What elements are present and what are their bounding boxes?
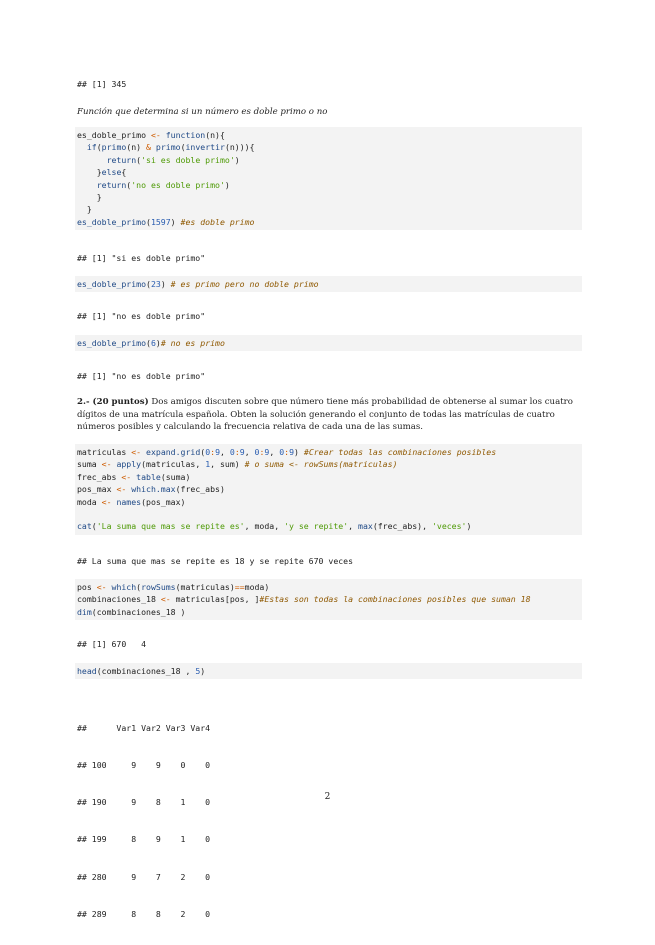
code-token: rowSums [141,582,176,592]
output-line: ## [1] 670 4 [77,639,147,649]
code-token: (suma) [160,471,191,482]
code-token: 'La suma que mas se repite es' [96,521,245,532]
code-token: 9 [239,447,245,457]
code-token: names [116,496,142,507]
code-block-doble-primo [75,127,582,230]
code-token: es_doble_primo [77,338,147,348]
code-token: es_doble_primo [77,216,147,227]
code-token: 0 [254,447,260,457]
code-token: 9 [215,447,221,457]
output-line: ## [1] "no es doble primo" [77,311,206,321]
code-line [77,520,582,532]
table-row: ## Var1 Var2 Var3 Var4 [77,722,211,733]
code-token: pos_max [77,484,117,495]
output-line: ## [1] 345 [77,79,127,89]
table-row: ## 280 9 7 2 0 [77,871,211,882]
code-token: 0 [205,447,211,457]
code-line [77,581,582,593]
code-token [77,180,97,190]
code-token: (n){ [205,130,225,140]
code-token: primo [155,142,181,153]
code-token: cat [77,521,92,532]
code-token: es_doble_primo [77,279,147,289]
code-token: ) [160,279,171,289]
code-token: , [220,447,230,457]
code-token: ( [136,154,142,165]
code-line [77,593,582,605]
code-line [77,496,582,508]
code-token: ( [146,216,151,227]
code-token: <- [160,594,171,605]
code-token: ) [170,216,181,227]
code-token: : [259,447,265,457]
code-token: (n) [126,142,147,153]
code-token: 6 [150,338,156,348]
code-token: } [77,191,102,202]
page-number: 2 [324,792,331,802]
code-token: moda [77,496,102,507]
code-line [77,154,582,166]
code-token: #Crear todas las combinaciones posibles [303,447,497,457]
code-line [77,665,582,677]
code-token: ( [136,582,142,592]
code-token: head [77,666,97,676]
code-token: 5 [195,666,201,676]
code-token: ( [96,142,102,153]
code-token [77,155,107,165]
output-line: ## [1] "si es doble primo" [77,253,206,263]
code-token: table [136,471,161,482]
code-token: invertir [185,142,225,153]
code-token: suma [77,459,102,470]
code-token: apply [116,459,142,470]
code-token: 23 [150,279,161,289]
code-token: 'no es doble primo' [131,179,225,190]
code-block-test-23 [75,276,582,292]
code-token: (matriculas) [175,582,235,592]
code-line [77,141,582,153]
code-token: (n))){ [224,142,255,153]
code-block-matriculas [75,444,582,535]
code-token: <- [150,130,161,140]
problem-statement [77,396,582,434]
code-token: <- [101,459,112,470]
code-line [77,278,582,290]
code-token: 9 [289,447,295,457]
code-token: which [111,582,137,592]
code-token: ) [155,338,161,348]
problem-text: Dos amigos discuten sobre que número tiene más probabilidad de obtenerse al sumar los cuatro dígitos de una matrícula española. Obten la solución generando el conjunto de todas las matrículas de cuatro números posibles y calculando la frecuencia relativa de cada una de las sumas. [77,397,573,433]
code-token: matriculas [77,447,132,457]
code-token: : [234,447,240,457]
table-row: ## 289 8 8 2 0 [77,908,211,919]
code-token: ) [294,447,304,457]
code-token: which.max [131,484,176,495]
code-token: , [269,447,280,457]
code-line [77,179,582,191]
code-block-head [75,663,582,679]
code-token: #es doble primo [180,216,255,227]
code-token: (combinaciones_18 ) [91,606,186,617]
code-token: max [358,521,373,532]
code-line [77,446,582,458]
code-token: } [77,204,92,215]
problem-label: 2.- (20 puntos) [77,397,149,407]
code-token: pos [77,582,97,592]
code-token: matriculas[pos, ] [170,594,260,605]
table-row: ## 199 8 9 1 0 [77,834,211,845]
code-token: combinaciones_18 [77,594,161,605]
code-line [77,203,582,215]
code-token: # no es primo [160,338,225,348]
code-token: } [77,167,102,178]
code-token: 'veces' [431,521,467,532]
code-line [77,337,582,349]
code-token: ) [224,179,230,190]
code-token: & [146,142,151,153]
code-token: moda) [244,582,270,592]
section-caption: Función que determina si un número es doble primo o no [77,107,328,117]
code-token: (matriculas, [141,459,206,470]
code-token: 1597 [150,216,171,227]
code-token: : [284,447,290,457]
code-token: expand.grid [146,447,201,457]
code-line [77,483,582,495]
code-token: ( [146,338,151,348]
code-token: 0 [279,447,285,457]
code-token: if [86,142,97,153]
code-token: #Estas son todas la combinaciones posibles que suman 18 [259,594,531,605]
output-line: ## [1] "no es doble primo" [77,371,206,381]
code-token: == [234,582,245,592]
code-token: ) [234,154,240,165]
code-token: , sum) [210,459,245,470]
output-line: ## La suma que mas se repite es 18 y se repite 670 veces [77,556,354,566]
code-token: 'y se repite' [284,521,349,532]
code-token: 1 [205,459,211,470]
code-token: primo [101,142,127,153]
code-token: <- [121,471,132,482]
code-token: return [106,154,137,165]
code-line [77,508,582,520]
code-line [77,191,582,203]
code-block-combinaciones [75,579,582,620]
code-token: <- [96,582,107,592]
code-line [77,458,582,470]
code-token: # o suma <- rowSums(matriculas) [244,459,398,470]
code-token: frec_abs [77,471,122,482]
code-token: dim [77,606,92,617]
code-token: else [101,167,122,178]
code-line [77,471,582,483]
code-line [77,166,582,178]
code-token: (frec_abs), [372,521,432,532]
code-token: , moda, [244,521,285,532]
table-row: ## 190 9 8 1 0 [77,797,211,808]
code-token: 9 [264,447,270,457]
table-row: ## 100 9 9 0 0 [77,760,211,771]
code-token: ) [466,521,472,532]
code-token: ( [146,279,151,289]
code-block-test-6 [75,335,582,351]
code-token: <- [131,447,142,457]
code-token: ) [200,666,206,676]
code-token: 0 [229,447,235,457]
code-token: : [210,447,216,457]
code-line [77,606,582,618]
code-token: (pos_max) [141,496,186,507]
code-token: <- [101,496,112,507]
code-token: , [348,521,359,532]
code-token: es_doble_primo [77,130,151,140]
code-token: function [165,130,206,140]
code-token: ( [126,179,132,190]
code-token: (frec_abs) [175,484,225,495]
code-line [77,129,582,141]
code-token: # es primo pero no doble primo [170,279,319,289]
output-table [77,697,582,945]
code-token: return [96,179,127,190]
code-line [77,216,582,228]
code-token: 'si es doble primo' [141,154,235,165]
code-token: <- [116,484,127,495]
code-token: { [121,167,127,178]
code-token: ( [91,521,97,532]
code-token: , [244,447,255,457]
code-token: ( [180,142,186,153]
code-token: (combinaciones_18 , [96,666,196,676]
code-token [77,142,87,152]
code-token: ( [200,447,206,457]
